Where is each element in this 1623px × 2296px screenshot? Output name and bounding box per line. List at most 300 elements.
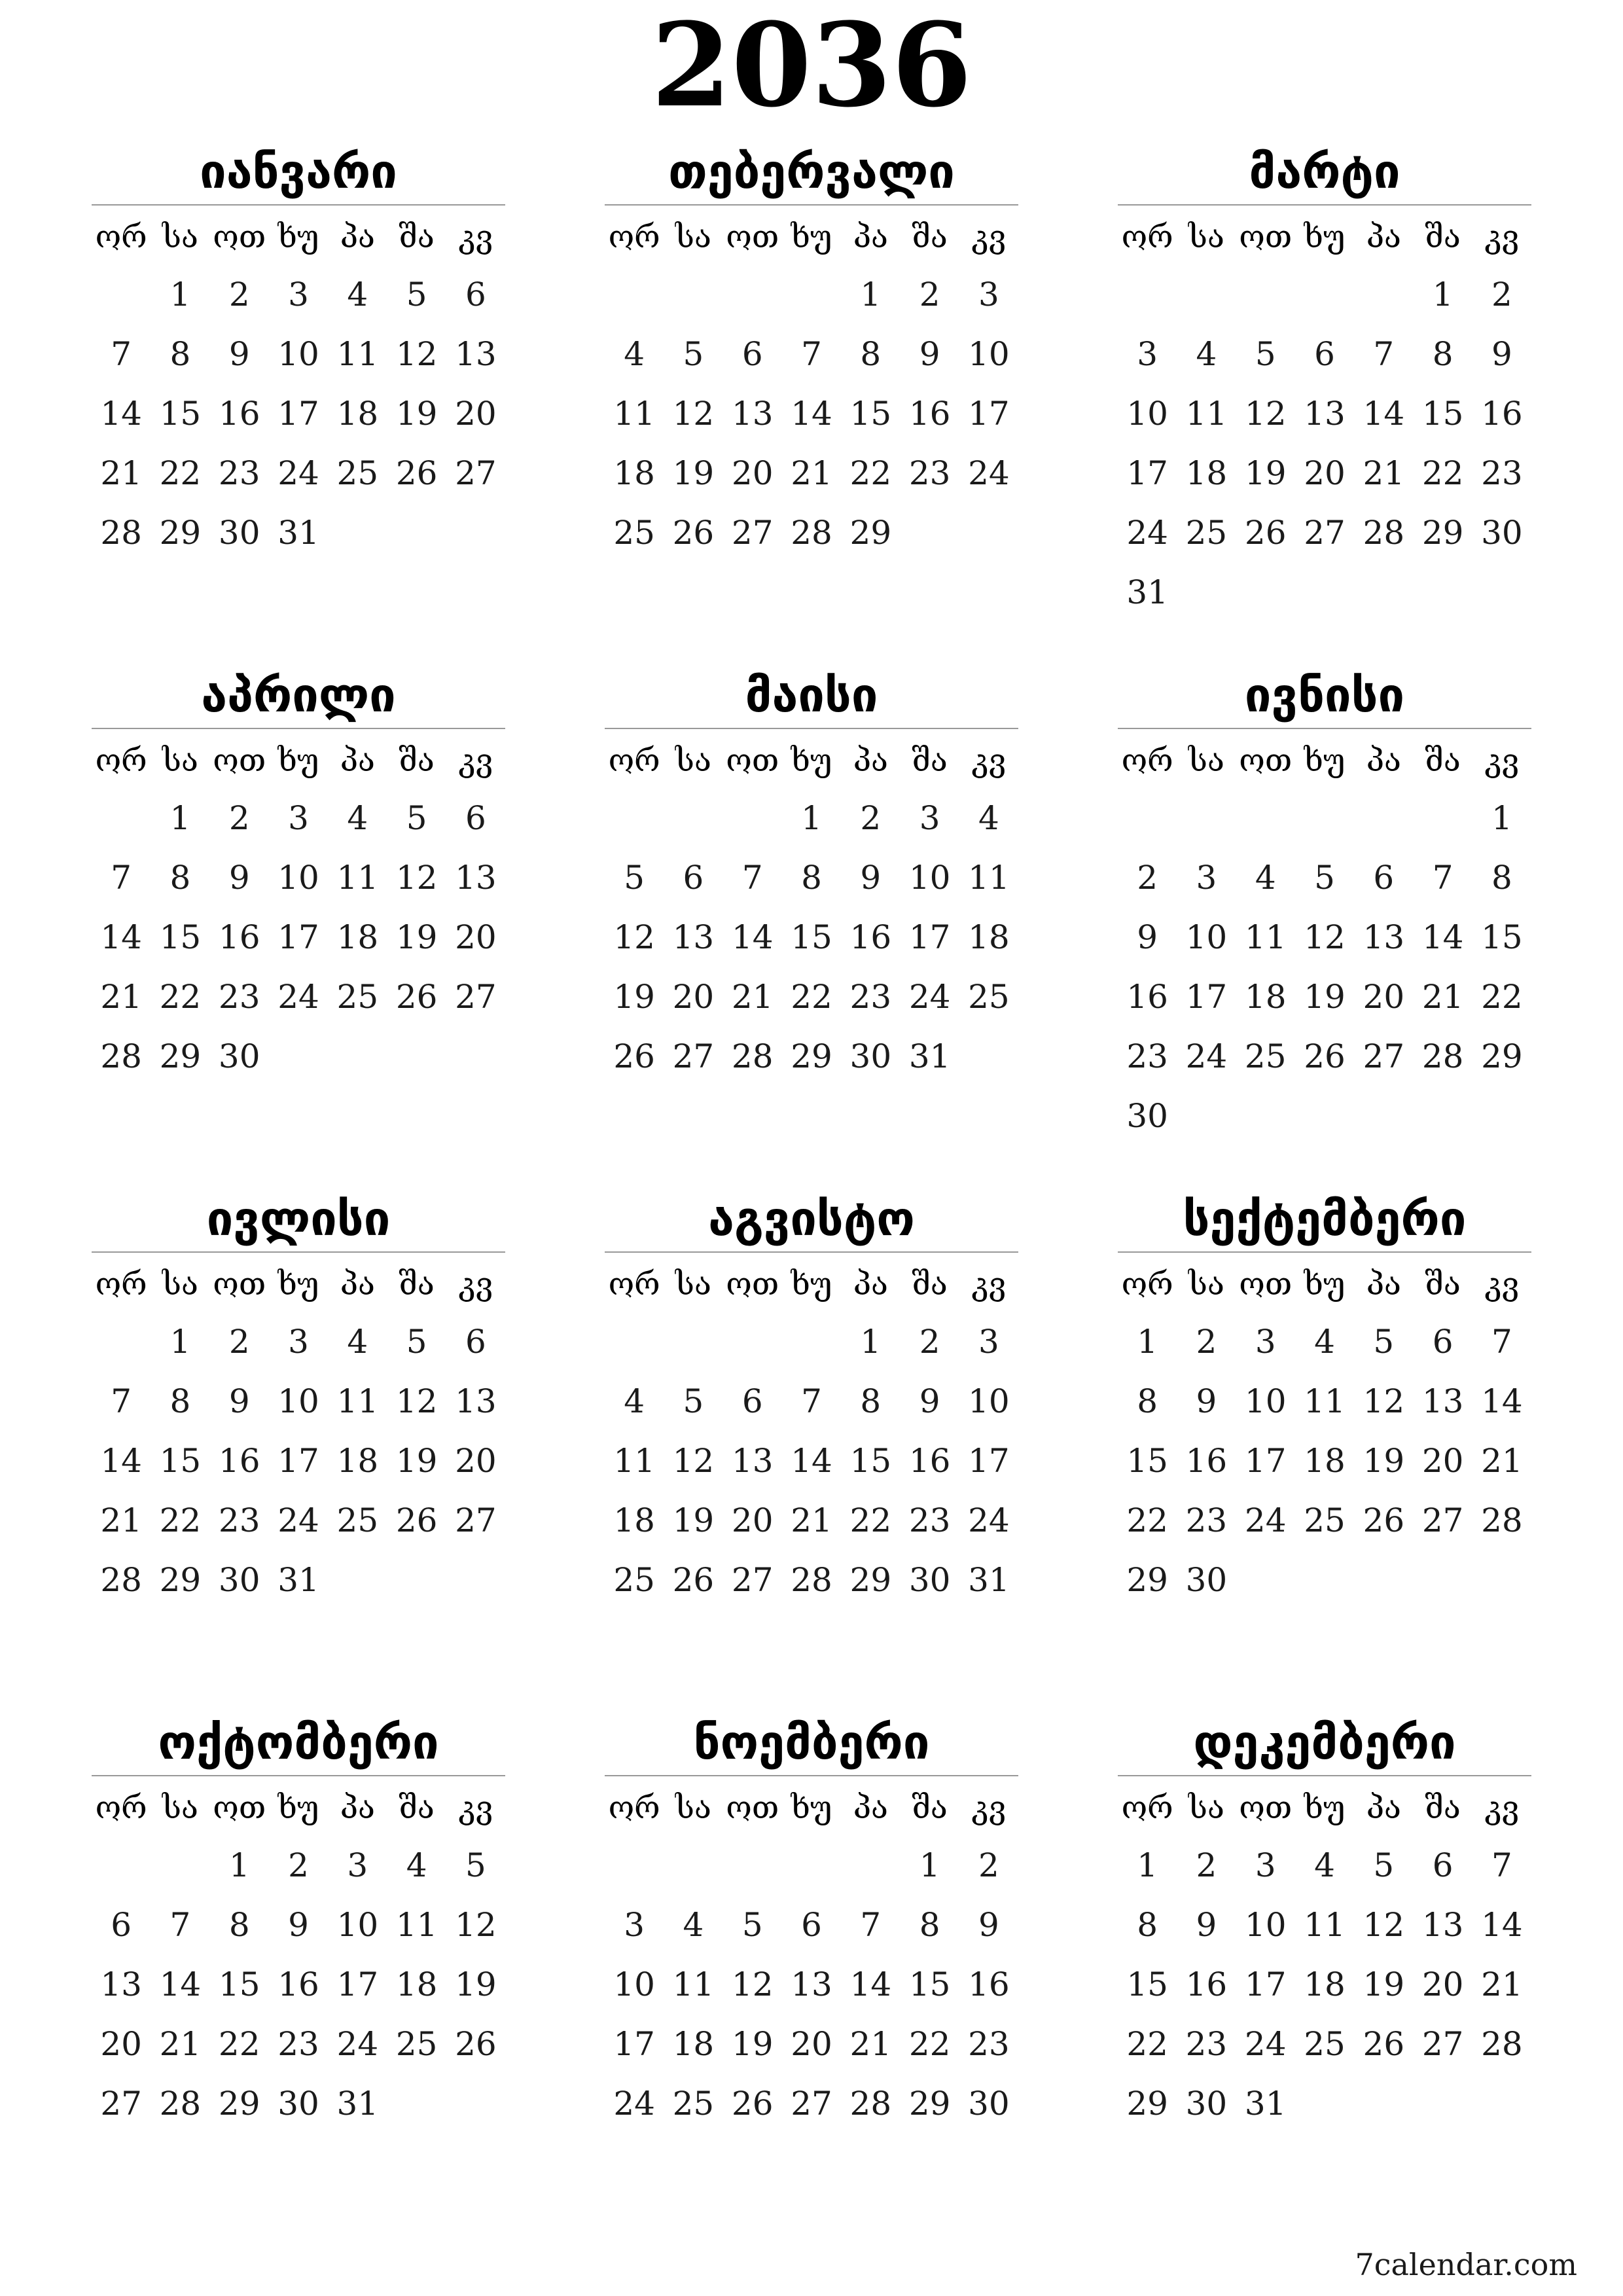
weekday-label: ოთ (1239, 1266, 1293, 1302)
day-cell: 15 (159, 395, 202, 433)
day-cell: 22 (1421, 454, 1464, 492)
day-cell: 22 (1126, 1501, 1168, 1539)
day-cell: 22 (159, 1501, 202, 1539)
weekday-label: პა (1366, 742, 1401, 779)
weekday-label: შა (912, 1789, 948, 1826)
day-cell: 29 (159, 1037, 202, 1075)
day-cell: 20 (455, 395, 497, 433)
empty-cell (723, 1312, 782, 1372)
day-cell: 2 (978, 1846, 999, 1884)
weekday-label: შა (399, 219, 435, 255)
day-cell: 6 (683, 859, 704, 897)
day-cell: 26 (672, 514, 715, 552)
weekday-label: ხუ (277, 1789, 319, 1826)
day-cell: 24 (1244, 2025, 1287, 2063)
day-cell: 19 (1363, 1442, 1405, 1480)
weekday-label: პა (1366, 1789, 1401, 1826)
weekday-label: ორ (1121, 219, 1173, 255)
weekday-label: პა (853, 742, 888, 779)
day-cell: 21 (791, 1501, 832, 1539)
day-cell: 26 (1363, 2025, 1405, 2063)
day-cell: 21 (731, 978, 774, 1016)
day-cell: 16 (908, 395, 951, 433)
day-cell: 15 (1421, 395, 1464, 433)
empty-cell (1177, 789, 1236, 848)
day-cell: 26 (1304, 1037, 1346, 1075)
day-cell: 25 (1304, 2025, 1346, 2063)
day-cell: 7 (111, 859, 132, 897)
day-cell: 5 (1255, 335, 1276, 373)
day-cell: 27 (731, 1561, 774, 1599)
day-cell: 18 (336, 395, 379, 433)
day-cell: 1 (919, 1846, 940, 1884)
day-cell: 28 (791, 514, 832, 552)
day-cell: 6 (1373, 859, 1395, 897)
day-cell: 1 (1137, 1323, 1158, 1361)
day-cell: 1 (169, 1323, 191, 1361)
day-cell: 28 (791, 1561, 832, 1599)
day-cell: 21 (1481, 1965, 1523, 2003)
empty-cell (605, 265, 664, 325)
day-cell: 8 (169, 335, 191, 373)
weekday-label: შა (1425, 219, 1461, 255)
weekday-label: კვ (1484, 1266, 1520, 1302)
day-cell: 20 (455, 918, 497, 956)
day-cell: 18 (672, 2025, 715, 2063)
weekday-label: ოთ (726, 219, 779, 255)
day-cell: 25 (613, 514, 655, 552)
day-cell: 13 (455, 335, 497, 373)
day-cell: 8 (1432, 335, 1454, 373)
day-cell: 2 (228, 1323, 250, 1361)
day-cell: 14 (159, 1965, 202, 2003)
day-cell: 2 (919, 276, 940, 314)
day-cell: 3 (1255, 1846, 1276, 1884)
day-cell: 5 (406, 276, 427, 314)
day-cell: 10 (1244, 1382, 1287, 1420)
weekday-label: ხუ (791, 1266, 832, 1302)
day-cell: 23 (1185, 2025, 1228, 2063)
weekday-label: ორ (95, 742, 147, 779)
month-title: სექტემბერი (1118, 1186, 1531, 1253)
weekday-label: კვ (971, 1789, 1007, 1826)
weekday-label: ხუ (277, 742, 319, 779)
day-cell: 15 (1126, 1442, 1168, 1480)
day-cell: 14 (1481, 1382, 1523, 1420)
day-cell: 9 (228, 859, 250, 897)
day-cell: 3 (624, 1906, 645, 1944)
weekday-label: ხუ (1304, 219, 1346, 255)
day-cell: 19 (1304, 978, 1346, 1016)
weekday-label: სა (162, 1266, 198, 1302)
day-cell: 21 (100, 978, 142, 1016)
day-cell: 20 (1421, 1965, 1464, 2003)
day-cell: 25 (1244, 1037, 1287, 1075)
day-cell: 2 (228, 276, 250, 314)
day-cell: 25 (1185, 514, 1228, 552)
weekday-label: კვ (971, 1266, 1007, 1302)
day-cell: 28 (1481, 1501, 1523, 1539)
day-cell: 26 (613, 1037, 655, 1075)
day-cell: 27 (1363, 1037, 1405, 1075)
weekday-label: ორ (608, 742, 660, 779)
month-grid (605, 729, 1018, 1086)
day-cell: 25 (613, 1561, 655, 1599)
day-cell: 11 (1304, 1382, 1346, 1420)
day-cell: 19 (731, 2025, 774, 2063)
day-cell: 9 (1491, 335, 1512, 373)
month-october (92, 1710, 505, 2134)
weekday-label: ორ (1121, 1789, 1173, 1826)
day-cell: 9 (288, 1906, 309, 1944)
day-cell: 9 (228, 335, 250, 373)
day-cell: 30 (1481, 514, 1523, 552)
day-cell: 14 (849, 1965, 892, 2003)
weekday-label: პა (1366, 1266, 1401, 1302)
day-cell: 25 (1304, 1501, 1346, 1539)
empty-cell (1118, 789, 1177, 848)
day-cell: 17 (613, 2025, 655, 2063)
day-cell: 5 (1373, 1846, 1395, 1884)
weekday-label: პა (340, 742, 375, 779)
day-cell: 24 (277, 1501, 319, 1539)
day-cell: 28 (1421, 1037, 1464, 1075)
empty-cell (664, 265, 722, 325)
day-cell: 14 (1363, 395, 1405, 433)
day-cell: 28 (100, 1037, 142, 1075)
weekday-label: შა (912, 742, 948, 779)
day-cell: 8 (1137, 1382, 1158, 1420)
day-cell: 17 (277, 1442, 319, 1480)
weekday-label: ოთ (726, 1789, 779, 1826)
day-cell: 5 (683, 1382, 704, 1420)
month-grid (92, 729, 505, 1086)
day-cell: 8 (860, 1382, 882, 1420)
day-cell: 16 (1185, 1965, 1228, 2003)
day-cell: 20 (672, 978, 715, 1016)
day-cell: 16 (1481, 395, 1523, 433)
month-title: მაისი (605, 662, 1018, 729)
empty-cell (605, 1312, 664, 1372)
month-january (92, 139, 505, 563)
weekday-label: კვ (1484, 1789, 1520, 1826)
day-cell: 29 (218, 2085, 260, 2123)
day-cell: 13 (1421, 1382, 1464, 1420)
day-cell: 21 (849, 2025, 892, 2063)
day-cell: 11 (1244, 918, 1287, 956)
day-cell: 29 (908, 2085, 951, 2123)
day-cell: 13 (1304, 395, 1346, 433)
day-cell: 22 (1481, 978, 1523, 1016)
day-cell: 17 (1244, 1965, 1287, 2003)
day-cell: 12 (1304, 918, 1346, 956)
day-cell: 28 (100, 514, 142, 552)
day-cell: 1 (860, 276, 882, 314)
day-cell: 12 (395, 859, 438, 897)
day-cell: 12 (731, 1965, 774, 2003)
weekday-label: ხუ (1304, 742, 1346, 779)
weekday-label: კვ (458, 742, 493, 779)
empty-cell (92, 1312, 151, 1372)
empty-cell (723, 789, 782, 848)
month-grid (92, 206, 505, 563)
month-grid (1118, 206, 1531, 622)
day-cell: 1 (169, 799, 191, 837)
day-cell: 5 (683, 335, 704, 373)
weekday-label: ხუ (277, 1266, 319, 1302)
day-cell: 22 (849, 454, 892, 492)
day-cell: 6 (741, 335, 763, 373)
month-grid (1118, 729, 1531, 1146)
day-cell: 11 (613, 1442, 655, 1480)
day-cell: 16 (1185, 1442, 1228, 1480)
day-cell: 27 (1304, 514, 1346, 552)
day-cell: 31 (277, 514, 319, 552)
day-cell: 17 (277, 918, 319, 956)
day-cell: 17 (968, 1442, 1010, 1480)
day-cell: 29 (849, 514, 892, 552)
day-cell: 12 (613, 918, 655, 956)
empty-cell (723, 1836, 782, 1895)
day-cell: 12 (1363, 1906, 1405, 1944)
day-cell: 15 (791, 918, 832, 956)
day-cell: 18 (1185, 454, 1228, 492)
day-cell: 22 (159, 978, 202, 1016)
day-cell: 19 (455, 1965, 497, 2003)
day-cell: 7 (111, 1382, 132, 1420)
day-cell: 3 (1196, 859, 1217, 897)
empty-cell (782, 265, 841, 325)
day-cell: 20 (1304, 454, 1346, 492)
weekday-label: შა (399, 742, 435, 779)
day-cell: 7 (1491, 1846, 1512, 1884)
day-cell: 14 (100, 1442, 142, 1480)
day-cell: 30 (218, 514, 260, 552)
day-cell: 7 (801, 1382, 822, 1420)
day-cell: 8 (919, 1906, 940, 1944)
day-cell: 18 (1304, 1965, 1346, 2003)
weekday-label: შა (912, 1266, 948, 1302)
day-cell: 5 (465, 1846, 486, 1884)
day-cell: 10 (1185, 918, 1228, 956)
day-cell: 25 (336, 978, 379, 1016)
day-cell: 8 (169, 859, 191, 897)
day-cell: 23 (908, 1501, 951, 1539)
day-cell: 30 (1185, 1561, 1228, 1599)
day-cell: 25 (968, 978, 1010, 1016)
day-cell: 26 (395, 978, 438, 1016)
day-cell: 15 (159, 918, 202, 956)
day-cell: 26 (672, 1561, 715, 1599)
month-march (1118, 139, 1531, 622)
day-cell: 11 (336, 335, 379, 373)
weekday-label: ორ (608, 1789, 660, 1826)
weekday-label: ხუ (791, 742, 832, 779)
day-cell: 12 (395, 335, 438, 373)
weekday-label: კვ (1484, 742, 1520, 779)
day-cell: 20 (1363, 978, 1405, 1016)
day-cell: 7 (860, 1906, 882, 1944)
month-grid (92, 1776, 505, 2134)
empty-cell (151, 1836, 209, 1895)
day-cell: 8 (228, 1906, 250, 1944)
day-cell: 16 (218, 918, 260, 956)
weekday-label: ოთ (213, 219, 266, 255)
day-cell: 23 (968, 2025, 1010, 2063)
day-cell: 28 (1363, 514, 1405, 552)
day-cell: 17 (968, 395, 1010, 433)
day-cell: 1 (801, 799, 822, 837)
empty-cell (1354, 265, 1413, 325)
weekday-label: კვ (458, 1266, 493, 1302)
day-cell: 14 (100, 918, 142, 956)
day-cell: 6 (801, 1906, 822, 1944)
weekday-label: პა (853, 1789, 888, 1826)
weekday-label: ოთ (1239, 1789, 1293, 1826)
month-grid (605, 1253, 1018, 1610)
month-title: ივლისი (92, 1186, 505, 1253)
day-cell: 31 (1126, 573, 1168, 611)
year-title: 2036 (651, 0, 972, 133)
day-cell: 9 (919, 1382, 940, 1420)
weekday-label: კვ (458, 219, 493, 255)
day-cell: 12 (1244, 395, 1287, 433)
month-may (605, 662, 1018, 1086)
day-cell: 8 (169, 1382, 191, 1420)
day-cell: 20 (731, 454, 774, 492)
day-cell: 19 (395, 1442, 438, 1480)
weekday-label: სა (675, 219, 711, 255)
day-cell: 8 (860, 335, 882, 373)
day-cell: 17 (1126, 454, 1168, 492)
day-cell: 9 (1196, 1382, 1217, 1420)
day-cell: 21 (100, 1501, 142, 1539)
day-cell: 1 (1432, 276, 1454, 314)
month-title: ივნისი (1118, 662, 1531, 729)
day-cell: 12 (672, 395, 715, 433)
day-cell: 26 (395, 454, 438, 492)
day-cell: 21 (159, 2025, 202, 2063)
day-cell: 7 (111, 335, 132, 373)
day-cell: 19 (395, 395, 438, 433)
day-cell: 4 (683, 1906, 704, 1944)
day-cell: 2 (860, 799, 882, 837)
day-cell: 7 (801, 335, 822, 373)
day-cell: 27 (1421, 2025, 1464, 2063)
month-june (1118, 662, 1531, 1146)
day-cell: 13 (672, 918, 715, 956)
day-cell: 24 (277, 454, 319, 492)
day-cell: 13 (455, 859, 497, 897)
day-cell: 30 (218, 1561, 260, 1599)
day-cell: 29 (1481, 1037, 1523, 1075)
weekday-label: სა (162, 742, 198, 779)
day-cell: 11 (613, 395, 655, 433)
day-cell: 14 (731, 918, 774, 956)
day-cell: 3 (1137, 335, 1158, 373)
day-cell: 10 (968, 335, 1010, 373)
empty-cell (1295, 265, 1354, 325)
month-september (1118, 1186, 1531, 1610)
day-cell: 9 (1137, 918, 1158, 956)
day-cell: 10 (613, 1965, 655, 2003)
day-cell: 26 (1244, 514, 1287, 552)
day-cell: 30 (277, 2085, 319, 2123)
day-cell: 29 (1421, 514, 1464, 552)
day-cell: 13 (791, 1965, 832, 2003)
month-title: აგვისტო (605, 1186, 1018, 1253)
weekday-label: სა (675, 1789, 711, 1826)
day-cell: 3 (347, 1846, 368, 1884)
empty-cell (92, 265, 151, 325)
day-cell: 19 (672, 1501, 715, 1539)
weekday-label: კვ (1484, 219, 1520, 255)
day-cell: 15 (159, 1442, 202, 1480)
day-cell: 23 (849, 978, 892, 1016)
month-grid (92, 1253, 505, 1610)
empty-cell (1236, 789, 1295, 848)
day-cell: 18 (336, 1442, 379, 1480)
day-cell: 7 (1373, 335, 1395, 373)
day-cell: 9 (978, 1906, 999, 1944)
day-cell: 20 (1421, 1442, 1464, 1480)
day-cell: 12 (1363, 1382, 1405, 1420)
day-cell: 6 (1432, 1846, 1454, 1884)
day-cell: 11 (336, 1382, 379, 1420)
day-cell: 19 (395, 918, 438, 956)
day-cell: 13 (1421, 1906, 1464, 1944)
weekday-label: შა (399, 1266, 435, 1302)
day-cell: 24 (336, 2025, 379, 2063)
day-cell: 7 (169, 1906, 191, 1944)
month-title: აპრილი (92, 662, 505, 729)
day-cell: 21 (1363, 454, 1405, 492)
day-cell: 10 (1244, 1906, 1287, 1944)
month-title: თებერვალი (605, 139, 1018, 206)
day-cell: 2 (1196, 1323, 1217, 1361)
weekday-label: ოთ (213, 742, 266, 779)
day-cell: 13 (100, 1965, 142, 2003)
empty-cell (1118, 265, 1177, 325)
day-cell: 18 (613, 454, 655, 492)
day-cell: 27 (672, 1037, 715, 1075)
day-cell: 16 (908, 1442, 951, 1480)
day-cell: 3 (288, 1323, 309, 1361)
day-cell: 10 (968, 1382, 1010, 1420)
empty-cell (664, 1312, 722, 1372)
day-cell: 6 (465, 276, 486, 314)
month-title: იანვარი (92, 139, 505, 206)
empty-cell (1354, 789, 1413, 848)
day-cell: 18 (336, 918, 379, 956)
day-cell: 4 (347, 1323, 368, 1361)
day-cell: 15 (218, 1965, 260, 2003)
day-cell: 8 (801, 859, 822, 897)
weekday-label: პა (1366, 219, 1401, 255)
day-cell: 27 (791, 2085, 832, 2123)
day-cell: 31 (908, 1037, 951, 1075)
day-cell: 6 (1432, 1323, 1454, 1361)
day-cell: 9 (1196, 1906, 1217, 1944)
day-cell: 23 (1185, 1501, 1228, 1539)
day-cell: 12 (395, 1382, 438, 1420)
day-cell: 10 (277, 335, 319, 373)
weekday-label: ხუ (1304, 1789, 1346, 1826)
day-cell: 14 (791, 1442, 832, 1480)
day-cell: 6 (741, 1382, 763, 1420)
weekday-label: ხუ (791, 219, 832, 255)
day-cell: 26 (455, 2025, 497, 2063)
